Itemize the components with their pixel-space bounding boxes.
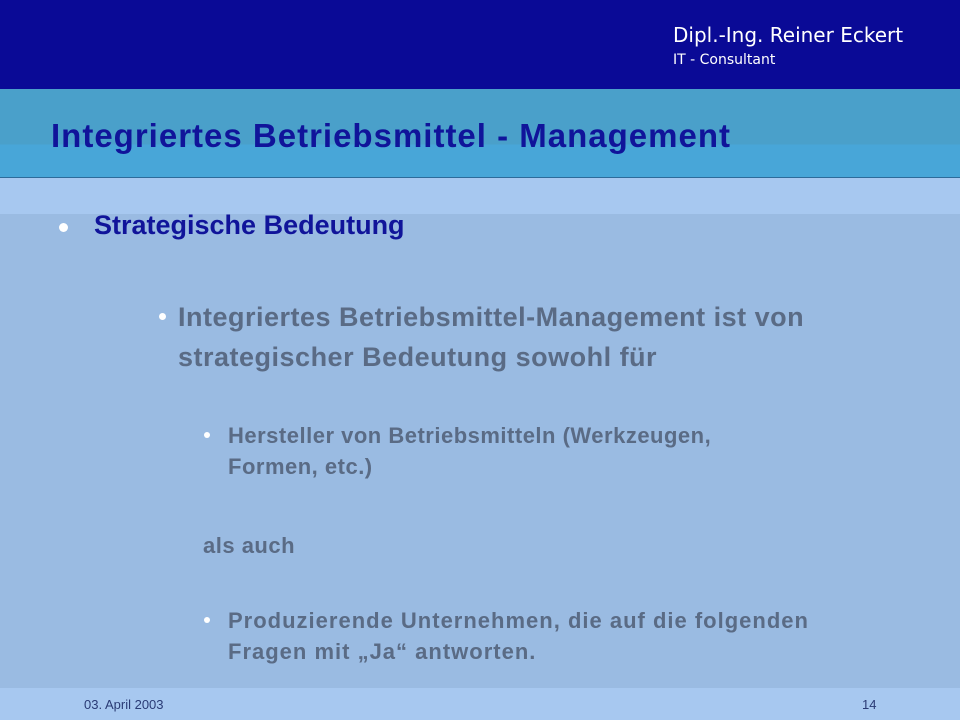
- bullet-level3-manufacturers: Hersteller von Betriebsmitteln (Werkzeugen, Formen, etc.): [228, 423, 712, 479]
- slide-title: Integriertes Betriebsmittel - Management: [51, 117, 731, 154]
- connector-text: als auch: [203, 533, 296, 558]
- page-number: 14: [862, 697, 877, 712]
- bullet-dot-icon: [204, 432, 210, 438]
- bullet-dot-icon: [204, 617, 210, 623]
- bullet-level1: Strategische Bedeutung: [94, 210, 405, 240]
- bullet-level3-producers: Produzierende Unternehmen, die auf die folgenden Fragen mit „Ja“ antworten.: [228, 608, 809, 664]
- bullet-dot-icon: [159, 313, 166, 320]
- bullet-dot-icon: [59, 223, 68, 232]
- bullet-level2: Integriertes Betriebsmittel-Management ist von strategischer Bedeutung sowohl für: [178, 302, 805, 372]
- footer-date: 03. April 2003: [84, 697, 164, 712]
- author-role: IT - Consultant: [673, 52, 776, 68]
- author-name: Dipl.-Ing. Reiner Eckert: [673, 23, 904, 47]
